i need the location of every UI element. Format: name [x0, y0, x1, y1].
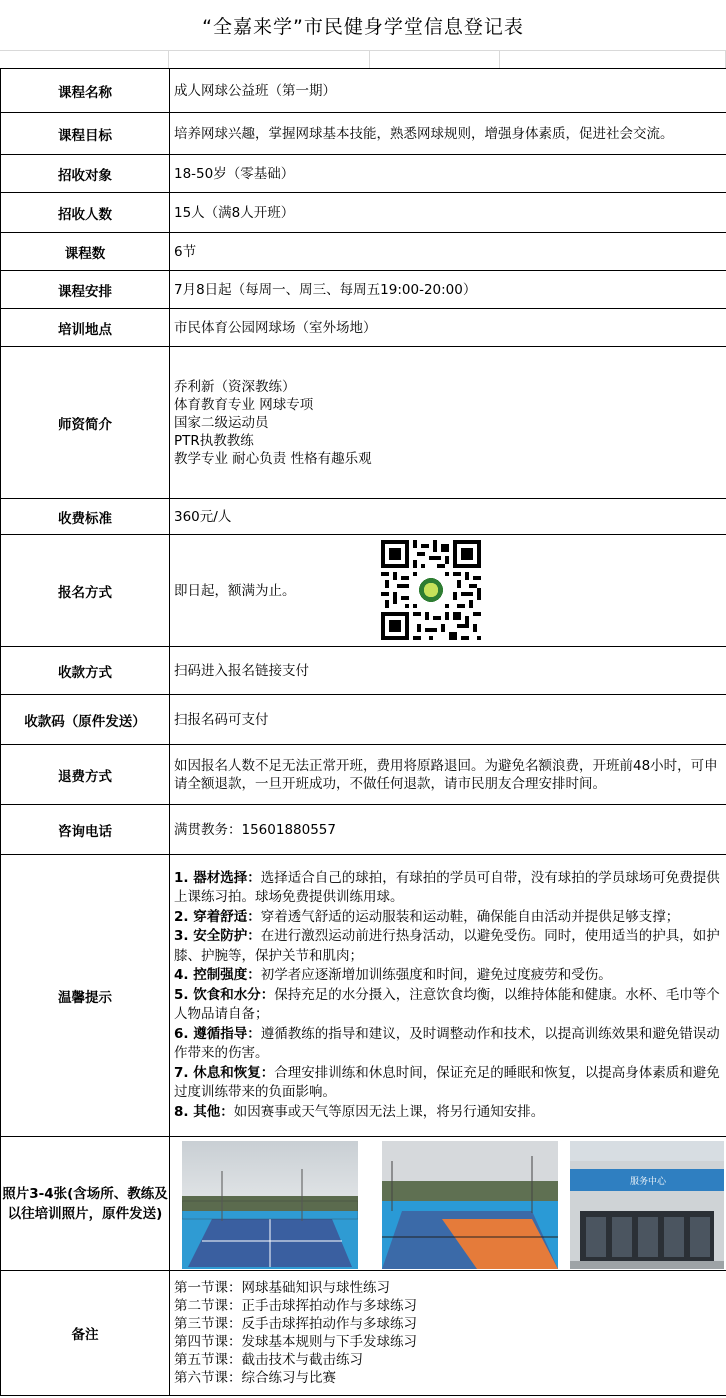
- tip-text: 初学者应逐渐增加训练强度和时间，避免过度疲劳和受伤。: [260, 967, 612, 984]
- registration-table: [0, 68, 726, 1396]
- qr-code-icon[interactable]: [381, 540, 481, 640]
- tennis-court-photo-1[interactable]: [182, 1141, 358, 1269]
- schedule-label: 课程安排: [1, 271, 170, 309]
- target-value: 18-50岁（零基础）: [170, 155, 726, 193]
- remark-line: 第二节课：正手击球挥拍动作与多球练习: [174, 1298, 417, 1314]
- row-schedule: [1, 271, 726, 309]
- payment-value: 扫码进入报名链接支付: [170, 647, 726, 695]
- remark-line: 第三节课：反手击球挥拍动作与多球练习: [174, 1316, 417, 1332]
- lessons-label: 课程数: [1, 233, 170, 271]
- row-signup: [1, 535, 726, 647]
- course-goal-label: 课程目标: [1, 113, 170, 155]
- lessons-value: 6节: [170, 233, 726, 271]
- row-enroll-count: [1, 193, 726, 233]
- course-name-label: 课程名称: [1, 69, 170, 113]
- tip-text: 选择适合自己的球拍，有球拍的学员可自带，没有球拍的学员球场可免费提供上课练习拍。球场免费提供训练用球。: [174, 869, 720, 906]
- tip-head: 8. 其他：: [174, 1103, 234, 1120]
- row-fee: [1, 499, 726, 535]
- row-target: [1, 155, 726, 193]
- signup-value-cell: [170, 535, 726, 647]
- remarks-label: 备注: [1, 1271, 170, 1396]
- service-center-photo[interactable]: [570, 1141, 724, 1269]
- tip-item: [174, 869, 722, 908]
- spacer-cell: [169, 51, 370, 69]
- fee-label: 收费标准: [1, 499, 170, 535]
- tip-text: 遵循教练的指导和建议，及时调整动作和技术，以提高训练效果和避免错误动作带来的伤害。: [174, 1025, 720, 1062]
- course-goal-value: 培养网球兴趣，掌握网球基本技能，熟悉网球规则，增强身体素质，促进社会交流。: [170, 113, 726, 155]
- teacher-line: 教学专业 耐心负责 性格有趣乐观: [174, 450, 372, 467]
- spacer-row: [0, 50, 726, 69]
- tip-item: [174, 1064, 722, 1103]
- row-tips: [1, 855, 726, 1137]
- teacher-line: 国家二级运动员: [174, 414, 269, 431]
- row-course-name: [1, 69, 726, 113]
- row-photos: [1, 1137, 726, 1271]
- enroll-count-value: 15人（满8人开班）: [170, 193, 726, 233]
- teacher-line: 体育教育专业 网球专项: [174, 396, 314, 413]
- remark-line: 第五节课：截击技术与截击练习: [174, 1352, 363, 1368]
- payment-label: 收款方式: [1, 647, 170, 695]
- row-remarks: [1, 1271, 726, 1396]
- tip-head: 6. 遵循指导：: [174, 1025, 261, 1042]
- location-value: 市民体育公园网球场（室外场地）: [170, 309, 726, 347]
- teacher-label: 师资简介: [1, 347, 170, 499]
- row-location: [1, 309, 726, 347]
- tips-value: [170, 855, 726, 1137]
- phone-value: 满贯教务：15601880557: [170, 805, 726, 855]
- target-label: 招收对象: [1, 155, 170, 193]
- tip-text: 穿着透气舒适的运动服装和运动鞋，确保能自由活动并提供足够支撑；: [260, 908, 680, 925]
- remarks-value: [170, 1271, 726, 1396]
- remark-line: 第六节课：综合练习与比赛: [174, 1370, 336, 1386]
- location-label: 培训地点: [1, 309, 170, 347]
- tennis-court-photo-2[interactable]: [382, 1141, 558, 1269]
- spacer-cell: [0, 51, 169, 69]
- spacer-cell: [500, 51, 726, 69]
- tip-text: 合理安排训练和休息时间，保证充足的睡眠和恢复，以提高身体素质和避免过度训练带来的负面影响。: [174, 1064, 720, 1101]
- course-name-value: 成人网球公益班（第一期）: [170, 69, 726, 113]
- remark-line: 第一节课：网球基础知识与球性练习: [174, 1280, 390, 1296]
- phone-label: 咨询电话: [1, 805, 170, 855]
- spacer-cell: [370, 51, 500, 69]
- enroll-count-label: 招收人数: [1, 193, 170, 233]
- schedule-value: 7月8日起（每周一、周三、每周五19:00-20:00）: [170, 271, 726, 309]
- row-course-goal: [1, 113, 726, 155]
- tip-head: 7. 休息和恢复：: [174, 1064, 275, 1081]
- tip-text: 在进行激烈运动前进行热身活动，以避免受伤。同时，使用适当的护具，如护膝、护腕等，保护关节和肌肉；: [174, 928, 720, 964]
- row-lessons: [1, 233, 726, 271]
- tips-label: 温馨提示: [1, 855, 170, 1137]
- tip-text: 保持充足的水分摄入，注意饮食均衡，以维持体能和健康。水杯、毛巾等个人物品请自备；: [174, 986, 720, 1023]
- sign-text: 服务中心: [629, 1177, 667, 1187]
- tip-head: 5. 饮食和水分：: [174, 986, 275, 1003]
- refund-label: 退费方式: [1, 745, 170, 805]
- pay-code-label: 收款码（原件发送）: [1, 695, 170, 745]
- row-pay-code: [1, 695, 726, 745]
- tip-head: 4. 控制强度：: [174, 967, 261, 984]
- refund-value: 如因报名人数不足无法正常开班，费用将原路退回。为避免名额浪费，开班前48小时，可申请全额退款，一旦开班成功，不做任何退款，请市民朋友合理安排时间。: [170, 745, 726, 805]
- row-refund: [1, 745, 726, 805]
- teacher-line: 乔利新（资深教练）: [174, 378, 296, 395]
- row-payment: [1, 647, 726, 695]
- tip-head: 1. 器材选择：: [174, 869, 261, 886]
- teacher-line: PTR执教教练: [174, 432, 254, 449]
- photos-cell: [170, 1137, 726, 1271]
- tip-item: [174, 966, 722, 986]
- tip-head: 2. 穿着舒适：: [174, 908, 261, 925]
- row-phone: [1, 805, 726, 855]
- tip-head: 3. 安全防护：: [174, 928, 261, 945]
- tip-item: [174, 986, 722, 1025]
- tip-item: [174, 927, 722, 966]
- pay-code-value: 扫报名码可支付: [170, 695, 726, 745]
- tip-item: [174, 1025, 722, 1064]
- signup-value: 即日起，额满为止。: [174, 582, 296, 599]
- fee-value: 360元/人: [170, 499, 726, 535]
- remark-line: 第四节课：发球基本规则与下手发球练习: [174, 1334, 417, 1350]
- photos-label: 照片3-4张(含场所、教练及以往培训照片，原件发送): [1, 1137, 170, 1271]
- teacher-value: [170, 347, 726, 499]
- tip-item: [174, 1103, 722, 1123]
- tip-text: 如因赛事或天气等原因无法上课，将另行通知安排。: [233, 1103, 545, 1120]
- form-title: “全嘉来学”市民健身学堂信息登记表: [202, 15, 524, 38]
- tip-item: [174, 908, 722, 928]
- row-teacher: [1, 347, 726, 499]
- signup-label: 报名方式: [1, 535, 170, 647]
